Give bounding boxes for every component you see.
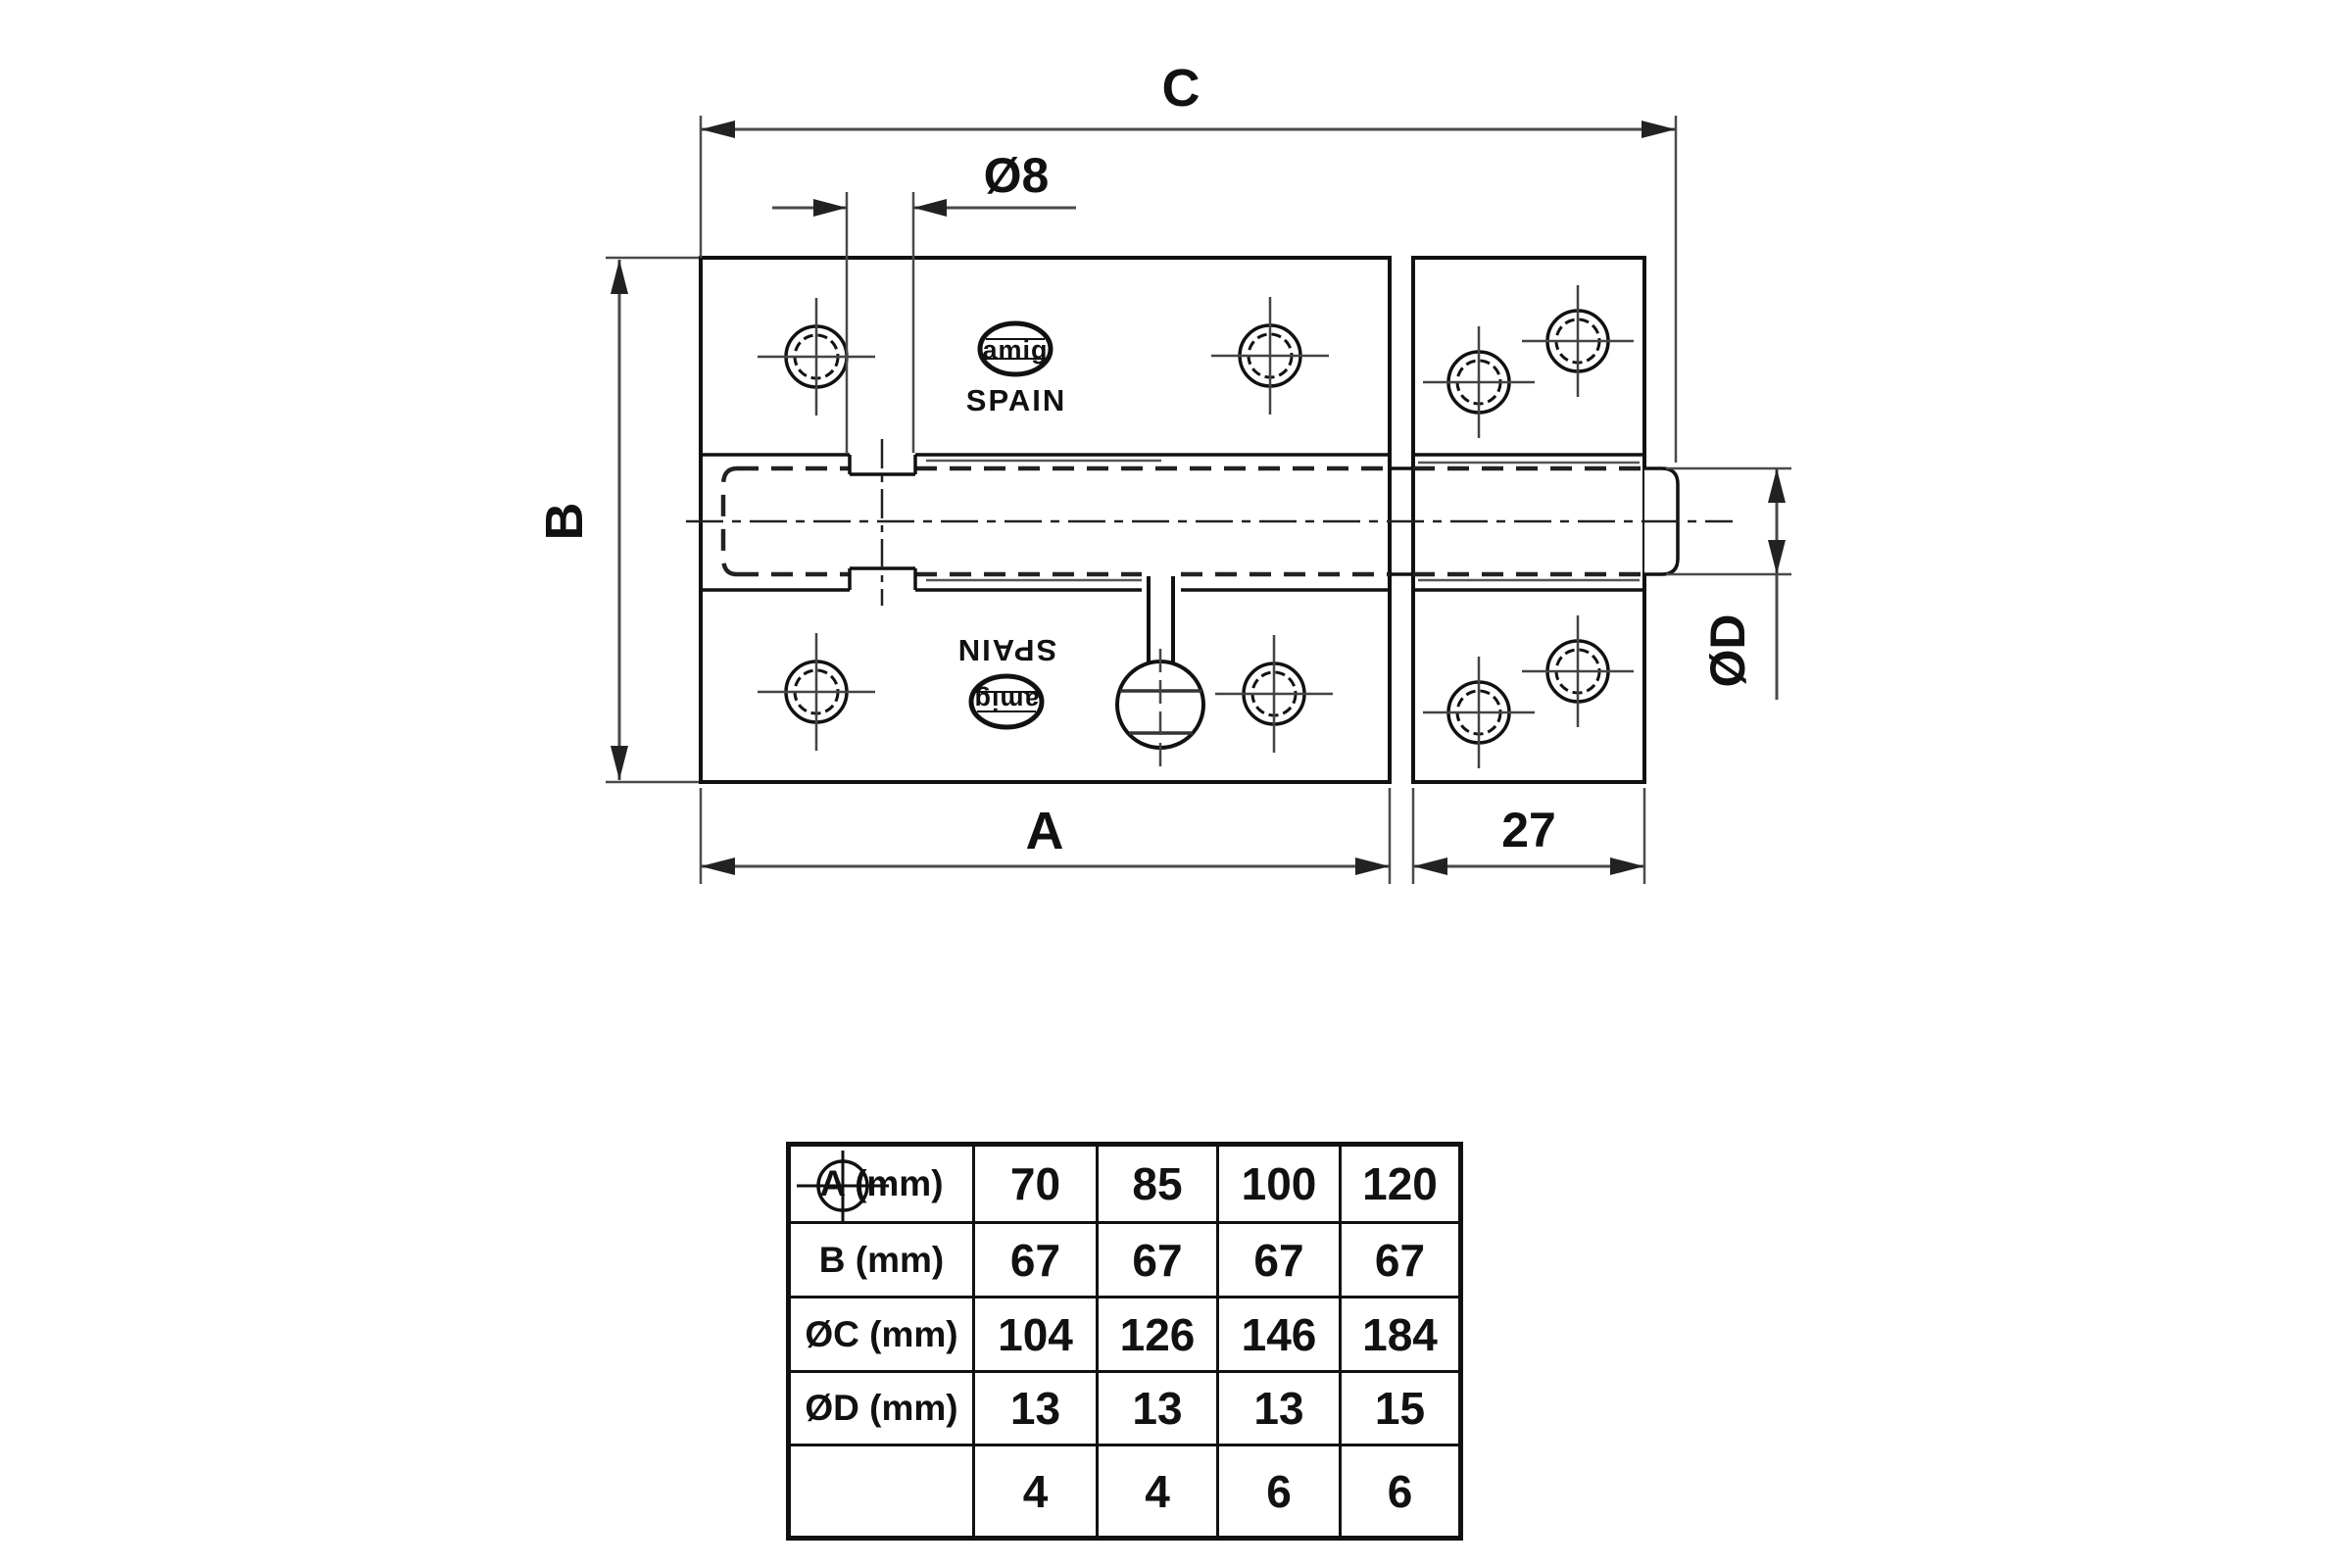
cell-value: 6 (1341, 1446, 1461, 1539)
cell-value: 67 (1098, 1223, 1218, 1298)
cell-value: 184 (1341, 1298, 1461, 1372)
cell-value: 100 (1218, 1145, 1341, 1223)
cell-value: 13 (974, 1372, 1098, 1446)
dim-a-label: A (1025, 802, 1064, 860)
table-row (789, 1372, 1461, 1446)
row-label: ØC (mm) (789, 1298, 974, 1372)
row-label: B (mm) (789, 1223, 974, 1298)
dim-27-label: 27 (1501, 803, 1556, 858)
cell-value: 146 (1218, 1298, 1341, 1372)
table-row (789, 1298, 1461, 1372)
table-row (789, 1446, 1461, 1539)
dimension-27 (1413, 788, 1644, 884)
cell-value: 67 (1218, 1223, 1341, 1298)
brand-country-text: SPAIN (956, 633, 1057, 667)
cell-value: 120 (1341, 1145, 1461, 1223)
brand-logo-text: amig (982, 335, 1049, 365)
cell-value: 85 (1098, 1145, 1218, 1223)
dim-dd-label: ØD (1700, 613, 1755, 688)
dimension-dd (1666, 468, 1791, 700)
dim-c-label: C (1161, 59, 1200, 118)
cell-value: 67 (1341, 1223, 1461, 1298)
screw-hole-icon (789, 1145, 897, 1227)
cell-value: 4 (974, 1446, 1098, 1539)
cell-value: 70 (974, 1145, 1098, 1223)
row-label-symbol (789, 1446, 974, 1539)
cell-value: 15 (1341, 1372, 1461, 1446)
row-label: ØD (mm) (789, 1372, 974, 1446)
table-row (789, 1223, 1461, 1298)
dimension-b (535, 258, 699, 782)
dimension-a (701, 788, 1390, 884)
size-spec-table (786, 1142, 1463, 1541)
brand-logo-text: amig (973, 686, 1040, 715)
row-label: A (mm) (789, 1145, 974, 1223)
cell-value: 126 (1098, 1298, 1218, 1372)
dim-d8-label: Ø8 (983, 148, 1050, 203)
cell-value: 6 (1218, 1446, 1341, 1539)
cell-value: 4 (1098, 1446, 1218, 1539)
right-plate (1413, 258, 1644, 782)
cell-value: 104 (974, 1298, 1098, 1372)
cell-value: 67 (974, 1223, 1098, 1298)
cell-value: 13 (1218, 1372, 1341, 1446)
dim-b-label: B (535, 502, 594, 541)
brand-country-text: SPAIN (965, 383, 1067, 417)
cell-value: 13 (1098, 1372, 1218, 1446)
